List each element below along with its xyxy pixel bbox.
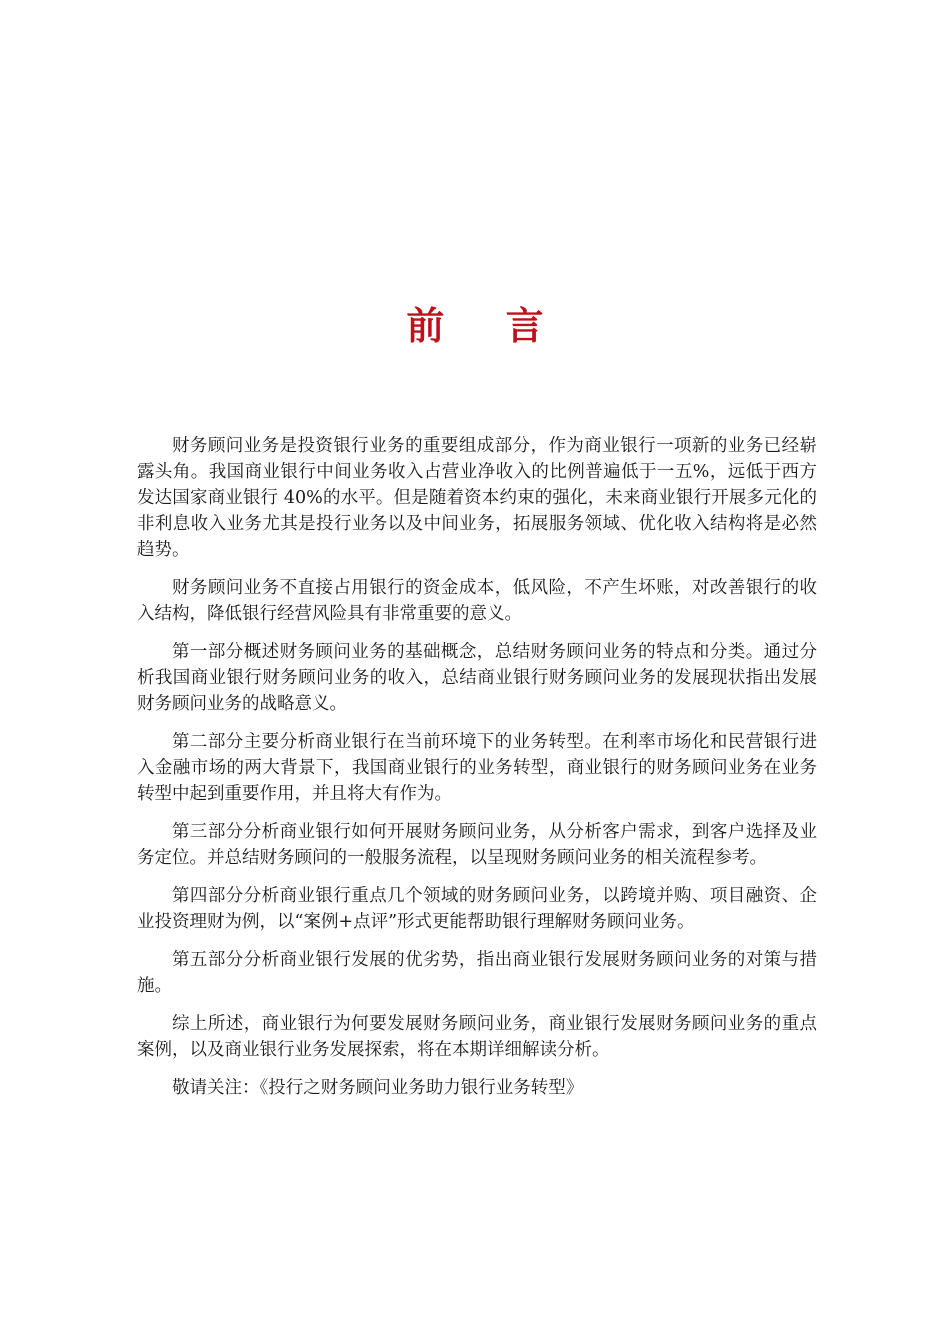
paragraph-summary: 综上所述，商业银行为何要发展财务顾问业务，商业银行发展财务顾问业务的重点案例，以及商业银行业务发展探索，将在本期详细解读分析。: [137, 1014, 817, 1060]
paragraph-part-one: 第一部分概述财务顾问业务的基础概念，总结财务顾问业务的特点和分类。通过分析我国商业银行财务顾问业务的收入，总结商业银行财务顾问业务的发展现状指出发展财务顾问业务的战略意义。: [137, 642, 817, 714]
paragraph-notice: 敬请关注：《投行之财务顾问业务助力银行业务转型》: [172, 1078, 584, 1098]
preface-body: [137, 433, 817, 1113]
page-title: 前 言: [406, 304, 568, 348]
paragraph-part-three: 第三部分分析商业银行如何开展财务顾问业务，从分析客户需求，到客户选择及业务定位。并总结财务顾问的一般服务流程，以呈现财务顾问业务的相关流程参考。: [137, 822, 817, 868]
paragraph-significance: 财务顾问业务不直接占用银行的资金成本，低风险，不产生坏账，对改善银行的收入结构，降低银行经营风险具有非常重要的意义。: [137, 578, 817, 624]
paragraph-part-five: 第五部分分析商业银行发展的优劣势，指出商业银行发展财务顾问业务的对策与措施。: [137, 950, 817, 996]
paragraph-part-two: 第二部分主要分析商业银行在当前环境下的业务转型。在利率市场化和民营银行进入金融市场的两大背景下，我国商业银行的业务转型，商业银行的财务顾问业务在业务转型中起到重要作用，并且将大有作为。: [137, 732, 817, 804]
paragraph-part-four: 第四部分分析商业银行重点几个领域的财务顾问业务，以跨境并购、项目融资、企业投资理财为例，以“案例+点评”形式更能帮助银行理解财务顾问业务。: [137, 886, 817, 932]
paragraph-intro: 财务顾问业务是投资银行业务的重要组成部分，作为商业银行一项新的业务已经崭露头角。我国商业银行中间业务收入占营业净收入的比例普遍低于一五%，远低于西方发达国家商业银行 40%的水平。但是随着资本约束的强化，未来商业银行开展多元化的非利息收入业务尤其是投行业务以及中间业务，拓展服务领域、优化收入结构将是必然趋势。: [137, 436, 817, 560]
